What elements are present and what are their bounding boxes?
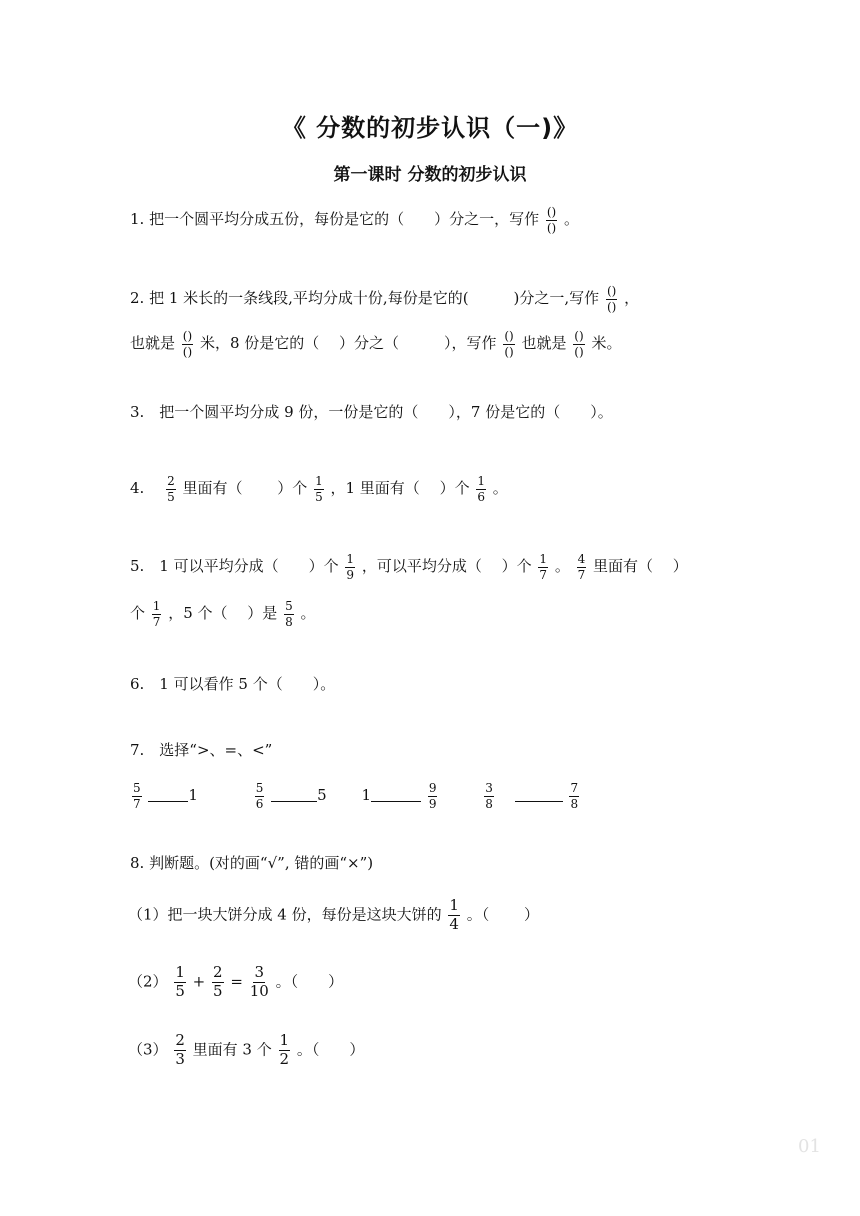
question-7: 7. 选择“>、=、<” bbox=[130, 741, 273, 759]
question-4: 4. $\frac{2}{5}$ 里面有（ ）个 $\frac{1}{5}$ ，1 里面有（ ）个 $\frac{1}{6}$ 。 bbox=[130, 474, 508, 504]
comparison-4: $\frac{3}{8}$ $\frac{7}{8}$ bbox=[485, 781, 579, 811]
answer-blank bbox=[271, 800, 317, 802]
question-2-line-2: 也就是 $\frac{()}{()}$ 米，8 份是它的（ ）分之（ ），写作 $\frac{()}{()}$ 也就是 $\frac{()}{()}$ 米。 bbox=[130, 329, 622, 359]
question-8: 8. 判断题。(对的画“√”, 错的画“×”) bbox=[130, 854, 374, 872]
fraction-blank: $\frac{()}{()}$ bbox=[546, 205, 557, 235]
comparison-1: $\frac{5}{7}$ 1 bbox=[133, 781, 198, 811]
fraction: $\frac{2}{5}$ bbox=[167, 474, 175, 504]
comparison-2: $\frac{5}{6}$ 5 bbox=[255, 781, 327, 811]
question-1: 1. 把一个圆平均分成五份，每份是它的（ ）分之一，写作 $\frac{()}{()}$ 。 bbox=[130, 205, 580, 235]
page-title: 《 分数的初步认识（一)》 bbox=[281, 114, 579, 142]
fraction: $\frac{5}{8}$ bbox=[285, 599, 293, 629]
comparison-3: 1 $\frac{9}{9}$ bbox=[361, 781, 437, 811]
question-5-line-1: 5. 1 可以平均分成（ ）个 $\frac{1}{9}$ ，可以平均分成（ ）个 $\frac{1}{7}$ 。 $\frac{4}{7}$ 里面有（ ） bbox=[130, 552, 688, 582]
question-6: 6. 1 可以看作 5 个（ ）。 bbox=[130, 675, 336, 693]
fraction-blank: $\frac{()}{()}$ bbox=[574, 329, 584, 359]
fraction: $\frac{1}{7}$ bbox=[539, 552, 548, 582]
question-3: 3. 把一个圆平均分成 9 份，一份是它的（ ），7 份是它的（ ）。 bbox=[130, 403, 613, 421]
page-number: 01 bbox=[798, 1136, 821, 1157]
fraction: $\frac{1}{5}$ bbox=[315, 474, 323, 504]
fraction-blank: $\frac{()}{()}$ bbox=[504, 329, 514, 359]
fraction: $\frac{1}{6}$ bbox=[477, 474, 486, 504]
judgement-1: （1）把一块大饼分成 4 份，每份是这块大饼的 $\frac{1}{4}$ 。（ ） bbox=[128, 896, 540, 933]
comparison-row bbox=[130, 782, 581, 810]
question-2-line-1: 2. 把 1 米长的一条线段,平均分成十份,每份是它的( )分之一,写作 $\frac{()}{()}$ ， bbox=[130, 284, 640, 314]
answer-blank bbox=[371, 800, 421, 802]
fraction-blank: $\frac{()}{()}$ bbox=[606, 284, 617, 314]
fraction: $\frac{1}{7}$ bbox=[152, 599, 161, 629]
lesson-subtitle: 第一课时 分数的初步认识 bbox=[333, 165, 527, 185]
fraction: $\frac{4}{7}$ bbox=[577, 552, 586, 582]
answer-blank bbox=[515, 800, 563, 802]
fraction: $\frac{1}{9}$ bbox=[346, 552, 355, 582]
fraction-blank: $\frac{()}{()}$ bbox=[182, 329, 193, 359]
judgement-3: （3） $\frac{2}{3}$ 里面有 3 个 $\frac{1}{2}$ 。（ ） bbox=[128, 1031, 365, 1068]
answer-blank bbox=[148, 800, 188, 802]
question-5-line-2: 个 $\frac{1}{7}$ ，5 个（ ）是 $\frac{5}{8}$ 。 bbox=[130, 599, 316, 629]
judgement-2: （2） $\frac{1}{5}$ + $\frac{2}{5}$ = $\frac{3}{10}$ 。（ ） bbox=[128, 963, 344, 1000]
